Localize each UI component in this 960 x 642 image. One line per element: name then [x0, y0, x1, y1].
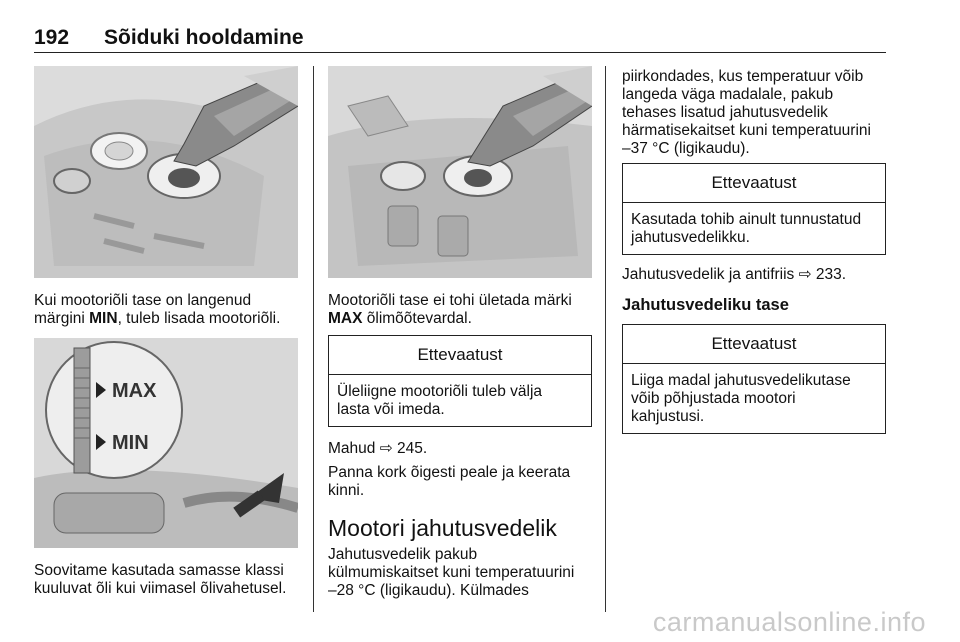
text: õlimõõtevardal. — [362, 310, 472, 327]
max-mark-text: MAX — [328, 310, 363, 327]
min-mark-text: MIN — [89, 310, 118, 327]
cap-instruction — [328, 464, 598, 500]
text-line: kinni. — [328, 482, 365, 499]
caution-title: Ettevaatust — [623, 164, 885, 203]
caution-line: kahjustusi. — [631, 408, 705, 425]
column-divider-1 — [313, 66, 314, 612]
coolant-paragraph — [328, 546, 598, 600]
caution-line: võib põhjustada mootori — [631, 390, 796, 407]
caution-box-approved-coolant — [622, 163, 886, 255]
caution-body — [329, 375, 591, 427]
text-line: härmatisekaitset kuni temperatuurini — [622, 122, 871, 139]
caution-box-excess-oil — [328, 335, 592, 427]
page-title: Sõiduki hooldamine — [104, 26, 304, 49]
caption-oil-class — [34, 562, 310, 598]
oil-filling-illustration — [34, 66, 298, 278]
caution-line: Üleliigne mootoriõli tuleb välja — [337, 383, 543, 400]
text-line: –28 °C (ligikaudu). Külmades — [328, 582, 529, 599]
coolant-reference: Jahutusvedelik ja antifriis ⇨ 233. — [622, 266, 847, 283]
caution-line: jahutusvedelikku. — [631, 229, 750, 246]
text-line: Panna kork õigesti peale ja keerata — [328, 464, 571, 481]
caution-body — [623, 203, 885, 255]
caption-oil-level — [34, 292, 304, 328]
dipstick-min-label: MIN — [112, 432, 149, 454]
text-line: tehases lisatud jahutusvedelik — [622, 104, 828, 121]
watermark: carmanualsonline.info — [652, 607, 926, 637]
text-line: külmumiskaitset kuni temperatuurini — [328, 564, 575, 581]
text: märgini — [34, 310, 90, 327]
caution-body — [623, 364, 885, 434]
caution-box-low-coolant — [622, 324, 886, 434]
column-divider-2 — [605, 66, 606, 612]
caption-line — [34, 310, 304, 328]
text-line: –37 °C (ligikaudu). — [622, 140, 750, 157]
caption-line: Soovitame kasutada samasse klassi — [34, 562, 284, 579]
page-header — [34, 24, 886, 53]
caution-line: Liiga madal jahutusvedelikutase — [631, 372, 851, 389]
caution-title: Ettevaatust — [329, 336, 591, 375]
text-line: piirkondades, kus temperatuur võib — [622, 68, 864, 85]
caption-line: Mootoriõli tase ei tohi ületada märki — [328, 292, 572, 309]
text-line: langeda väga madalale, pakub — [622, 86, 834, 103]
photo-oil-filling-2 — [328, 66, 592, 278]
oil-filling-illustration-2 — [328, 66, 592, 278]
photo-oil-filling — [34, 66, 298, 278]
text-line: Jahutusvedelik pakub — [328, 546, 478, 563]
photo-dipstick — [34, 338, 298, 548]
caption-line: Kui mootoriõli tase on langenud — [34, 292, 252, 309]
capacities-ref: Mahud ⇨ 245. — [328, 440, 428, 457]
dipstick-max-label: MAX — [112, 380, 157, 402]
page-number: 192 — [34, 26, 70, 49]
coolant-paragraph-cont — [622, 68, 892, 158]
caption-line — [328, 310, 598, 328]
caption-max-level — [328, 292, 598, 328]
caption-line: kuuluvat õli kui viimasel õlivahetusel. — [34, 580, 287, 597]
section-heading: Mootori jahutusvedelik — [328, 515, 557, 541]
text: , tuleb lisada mootoriõli. — [117, 310, 281, 327]
subheading-coolant-level: Jahutusvedeliku tase — [622, 296, 789, 314]
caution-line: Kasutada tohib ainult tunnustatud — [631, 211, 862, 228]
caution-line: lasta või imeda. — [337, 401, 445, 418]
dipstick-illustration — [34, 338, 298, 548]
caution-title: Ettevaatust — [623, 325, 885, 364]
